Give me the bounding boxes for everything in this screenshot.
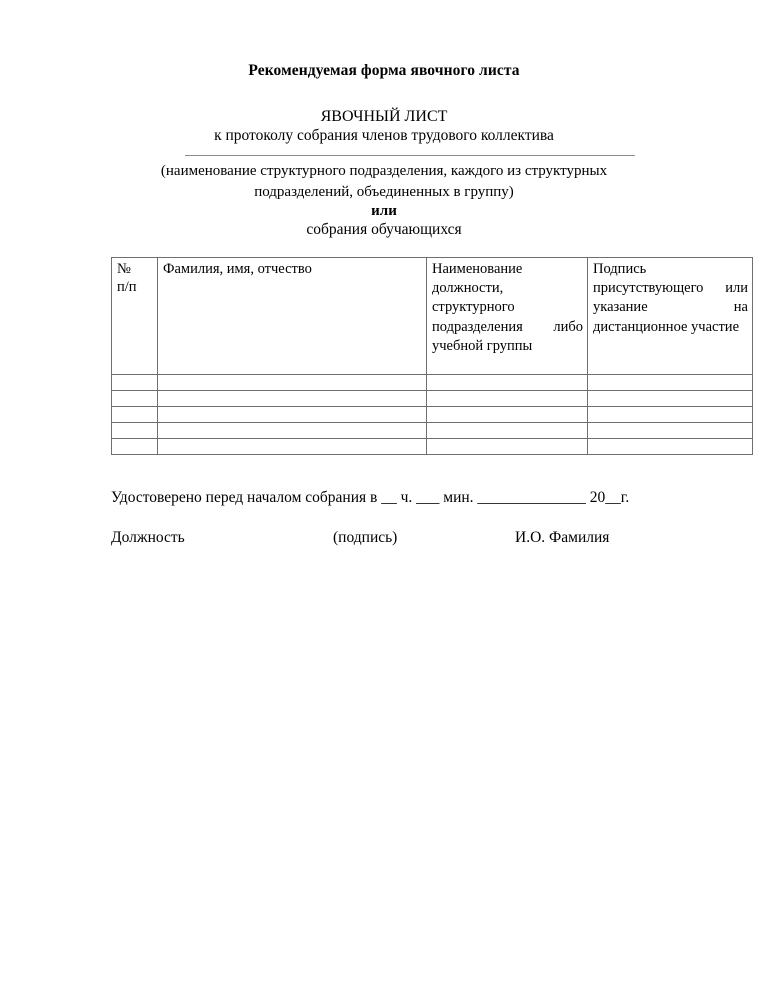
column-header-position: Наименование должности, структурного подразделения либо учебной группы — [427, 258, 588, 375]
cell-position[interactable] — [427, 375, 588, 391]
column-header-full-name: Фамилия, имя, отчество — [158, 258, 427, 375]
cell-full-name[interactable] — [158, 407, 427, 423]
column-header-number — [112, 258, 158, 375]
cell-signature[interactable] — [588, 391, 753, 407]
table-row[interactable] — [112, 375, 753, 391]
table-row[interactable] — [112, 407, 753, 423]
signature-position-label: Должность — [111, 529, 185, 546]
cell-full-name[interactable] — [158, 391, 427, 407]
table-row[interactable] — [112, 439, 753, 455]
cell-position[interactable] — [427, 439, 588, 455]
signature-name-label: И.О. Фамилия — [515, 529, 610, 546]
table-row[interactable] — [112, 391, 753, 407]
students-meeting-line: собрания обучающихся — [306, 221, 462, 238]
column-header-number-line2: п/п — [117, 279, 137, 295]
cell-full-name[interactable] — [158, 423, 427, 439]
cell-position[interactable] — [427, 391, 588, 407]
cell-position[interactable] — [427, 407, 588, 423]
cell-number[interactable] — [112, 423, 158, 439]
table-header-row — [112, 258, 753, 375]
signature-word-label: (подпись) — [333, 529, 398, 546]
cell-number[interactable] — [112, 375, 158, 391]
cell-signature[interactable] — [588, 423, 753, 439]
cell-number[interactable] — [112, 407, 158, 423]
cell-number[interactable] — [112, 439, 158, 455]
fill-in-caption: (наименование структурного подразделения, каждого из структурных подразделений, объединенных в группу) — [160, 163, 608, 200]
page-title: Рекомендуемая форма явочного листа — [248, 62, 520, 79]
cell-full-name[interactable] — [158, 439, 427, 455]
or-separator: или — [371, 203, 397, 219]
cell-signature[interactable] — [588, 439, 753, 455]
table-row[interactable] — [112, 423, 753, 439]
certified-time-line: Удостоверено перед началом собрания в __ ч. ___ мин. ______________ 20__г. — [111, 489, 630, 506]
fill-in-rule — [185, 155, 635, 156]
cell-position[interactable] — [427, 423, 588, 439]
column-header-signature: Подпись присутствующего или указание на дистанционное участие — [588, 258, 753, 375]
form-subtitle: к протоколу собрания членов трудового коллектива — [214, 127, 554, 144]
cell-number[interactable] — [112, 391, 158, 407]
cell-signature[interactable] — [588, 375, 753, 391]
cell-signature[interactable] — [588, 407, 753, 423]
column-header-number-line1: № — [117, 261, 131, 277]
form-name-heading: ЯВОЧНЫЙ ЛИСТ — [320, 108, 448, 125]
cell-full-name[interactable] — [158, 375, 427, 391]
attendance-table — [111, 257, 753, 455]
